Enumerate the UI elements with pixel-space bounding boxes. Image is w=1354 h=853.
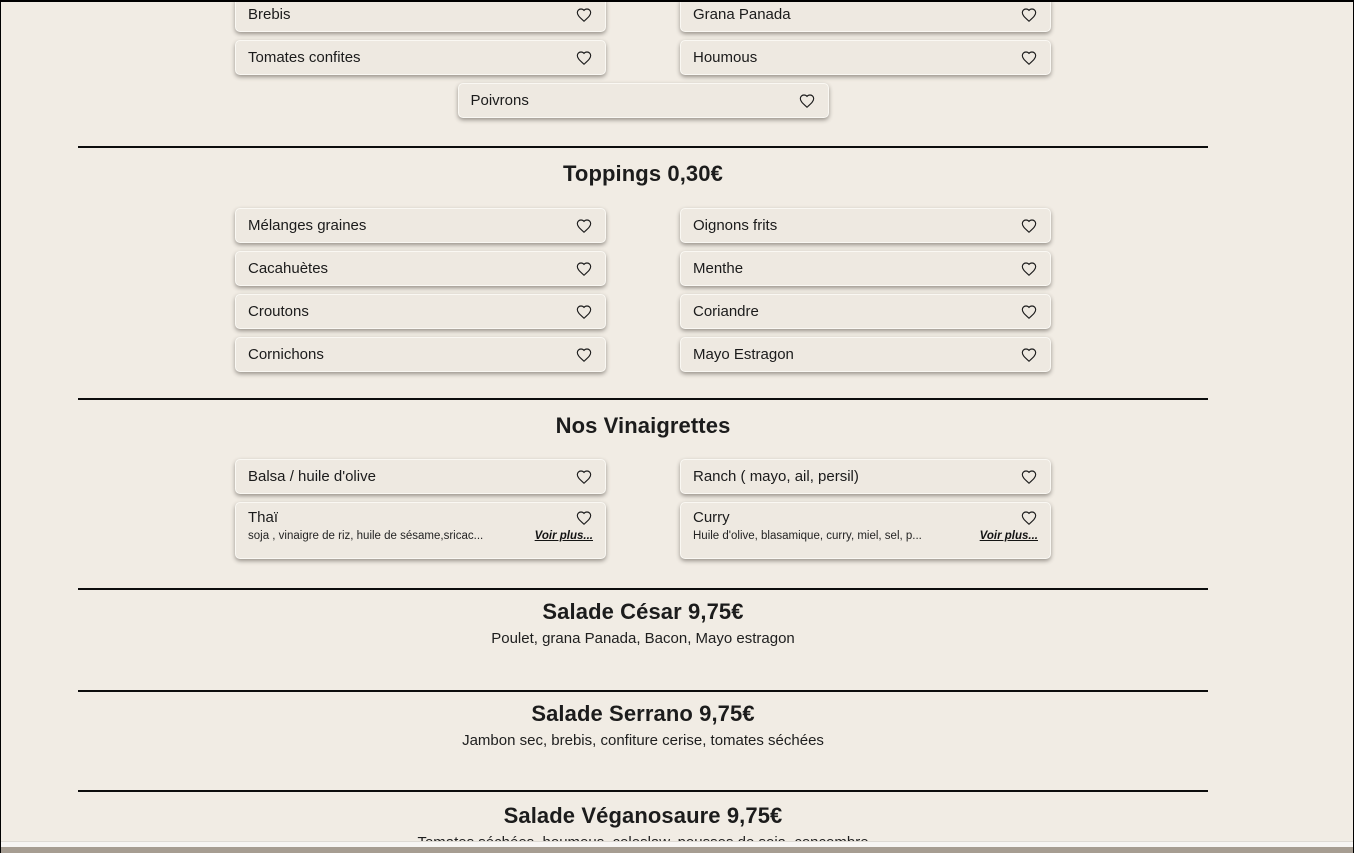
favorite-button[interactable] — [575, 469, 593, 485]
menu-item-label: Ranch ( mayo, ail, persil) — [693, 468, 859, 485]
heart-icon — [575, 7, 593, 23]
heart-icon — [1020, 7, 1038, 23]
heart-icon — [1020, 50, 1038, 66]
menu-item-label: Menthe — [693, 260, 744, 277]
heart-icon — [575, 50, 593, 66]
scrollbar-thumb[interactable] — [0, 847, 1354, 853]
heart-icon — [1020, 347, 1038, 363]
card-title-row — [693, 509, 1038, 526]
heart-icon — [575, 218, 593, 234]
heart-icon — [1020, 510, 1038, 526]
favorite-button[interactable] — [1020, 50, 1038, 66]
heart-icon — [575, 347, 593, 363]
favorite-button[interactable] — [1020, 469, 1038, 485]
menu-item-label: Tomates confites — [248, 49, 361, 66]
menu-item-card[interactable] — [458, 83, 829, 118]
card-description-row — [248, 530, 593, 542]
heart-icon — [1020, 218, 1038, 234]
favorite-button[interactable] — [1020, 261, 1038, 277]
salad-title: Salade Serrano 9,75€ — [531, 701, 755, 726]
menu-item-card[interactable] — [235, 0, 606, 32]
menu-item-label: Cacahuètes — [248, 260, 329, 277]
heart-icon — [575, 304, 593, 320]
extras-grid — [78, 0, 1208, 118]
menu-item-card[interactable] — [680, 502, 1051, 559]
section-divider — [78, 146, 1208, 148]
favorite-button[interactable] — [575, 510, 593, 526]
heart-icon — [575, 469, 593, 485]
menu-item-card[interactable] — [680, 459, 1051, 494]
menu-item-card[interactable] — [680, 294, 1051, 329]
voir-plus-link[interactable]: Voir plus... — [979, 530, 1038, 542]
menu-item-label: Thaï — [248, 509, 279, 526]
vinaigrettes-section-title: Nos Vinaigrettes — [555, 413, 731, 438]
menu-item-card[interactable] — [235, 251, 606, 286]
menu-item-card[interactable] — [235, 294, 606, 329]
menu-item-card[interactable] — [235, 337, 606, 372]
menu-item-card[interactable] — [680, 337, 1051, 372]
menu-page — [78, 0, 1208, 852]
menu-item-label: Houmous — [693, 49, 758, 66]
section-divider — [78, 690, 1208, 692]
menu-item-label: Mayo Estragon — [693, 346, 794, 363]
menu-item-card[interactable] — [680, 208, 1051, 243]
heart-icon — [798, 93, 816, 109]
menu-item-label: Balsa / huile d'olive — [248, 468, 376, 485]
favorite-button[interactable] — [575, 50, 593, 66]
salad-description: Poulet, grana Panada, Bacon, Mayo estragon — [491, 630, 795, 647]
favorite-button[interactable] — [575, 304, 593, 320]
favorite-button[interactable] — [1020, 510, 1038, 526]
menu-item-card[interactable] — [235, 208, 606, 243]
favorite-button[interactable] — [575, 347, 593, 363]
favorite-button[interactable] — [575, 261, 593, 277]
menu-item-label: Grana Panada — [693, 6, 791, 23]
heart-icon — [575, 510, 593, 526]
section-divider — [78, 398, 1208, 400]
menu-item-label: Brebis — [248, 6, 291, 23]
card-description-row — [693, 530, 1038, 542]
card-title-row — [248, 509, 593, 526]
vinaigrettes-grid — [78, 459, 1208, 559]
menu-item-card[interactable] — [235, 40, 606, 75]
menu-item-card[interactable] — [680, 40, 1051, 75]
toppings-grid — [78, 208, 1208, 372]
section-divider — [78, 588, 1208, 590]
salad-section-cesar — [78, 600, 1208, 648]
salad-section-serrano — [78, 702, 1208, 750]
voir-plus-link[interactable]: Voir plus... — [534, 530, 593, 542]
salad-description: Jambon sec, brebis, confiture cerise, tomates séchées — [462, 732, 824, 749]
menu-item-label: Croutons — [248, 303, 309, 320]
favorite-button[interactable] — [575, 218, 593, 234]
menu-item-card[interactable] — [680, 251, 1051, 286]
menu-item-label: Coriandre — [693, 303, 759, 320]
menu-item-description: Huile d'olive, blasamique, curry, miel, sel, p... — [693, 530, 922, 542]
favorite-button[interactable] — [1020, 304, 1038, 320]
menu-item-card[interactable] — [680, 0, 1051, 32]
menu-item-label: Mélanges graines — [248, 217, 367, 234]
heart-icon — [1020, 469, 1038, 485]
menu-item-label: Poivrons — [470, 92, 529, 109]
salad-title: Salade César 9,75€ — [542, 599, 744, 624]
menu-item-card[interactable] — [235, 459, 606, 494]
horizontal-scrollbar[interactable] — [0, 841, 1354, 853]
toppings-section-title: Toppings 0,30€ — [563, 161, 723, 186]
favorite-button[interactable] — [575, 7, 593, 23]
menu-item-card[interactable] — [235, 502, 606, 559]
heart-icon — [575, 261, 593, 277]
heart-icon — [1020, 261, 1038, 277]
favorite-button[interactable] — [798, 93, 816, 109]
menu-item-label: Curry — [693, 509, 730, 526]
menu-item-label: Oignons frits — [693, 217, 778, 234]
salad-title: Salade Véganosaure 9,75€ — [503, 803, 783, 828]
favorite-button[interactable] — [1020, 7, 1038, 23]
favorite-button[interactable] — [1020, 218, 1038, 234]
menu-item-label: Cornichons — [248, 346, 324, 363]
menu-item-description: soja , vinaigre de riz, huile de sésame,sricac... — [248, 530, 484, 542]
heart-icon — [1020, 304, 1038, 320]
favorite-button[interactable] — [1020, 347, 1038, 363]
section-divider — [78, 790, 1208, 792]
